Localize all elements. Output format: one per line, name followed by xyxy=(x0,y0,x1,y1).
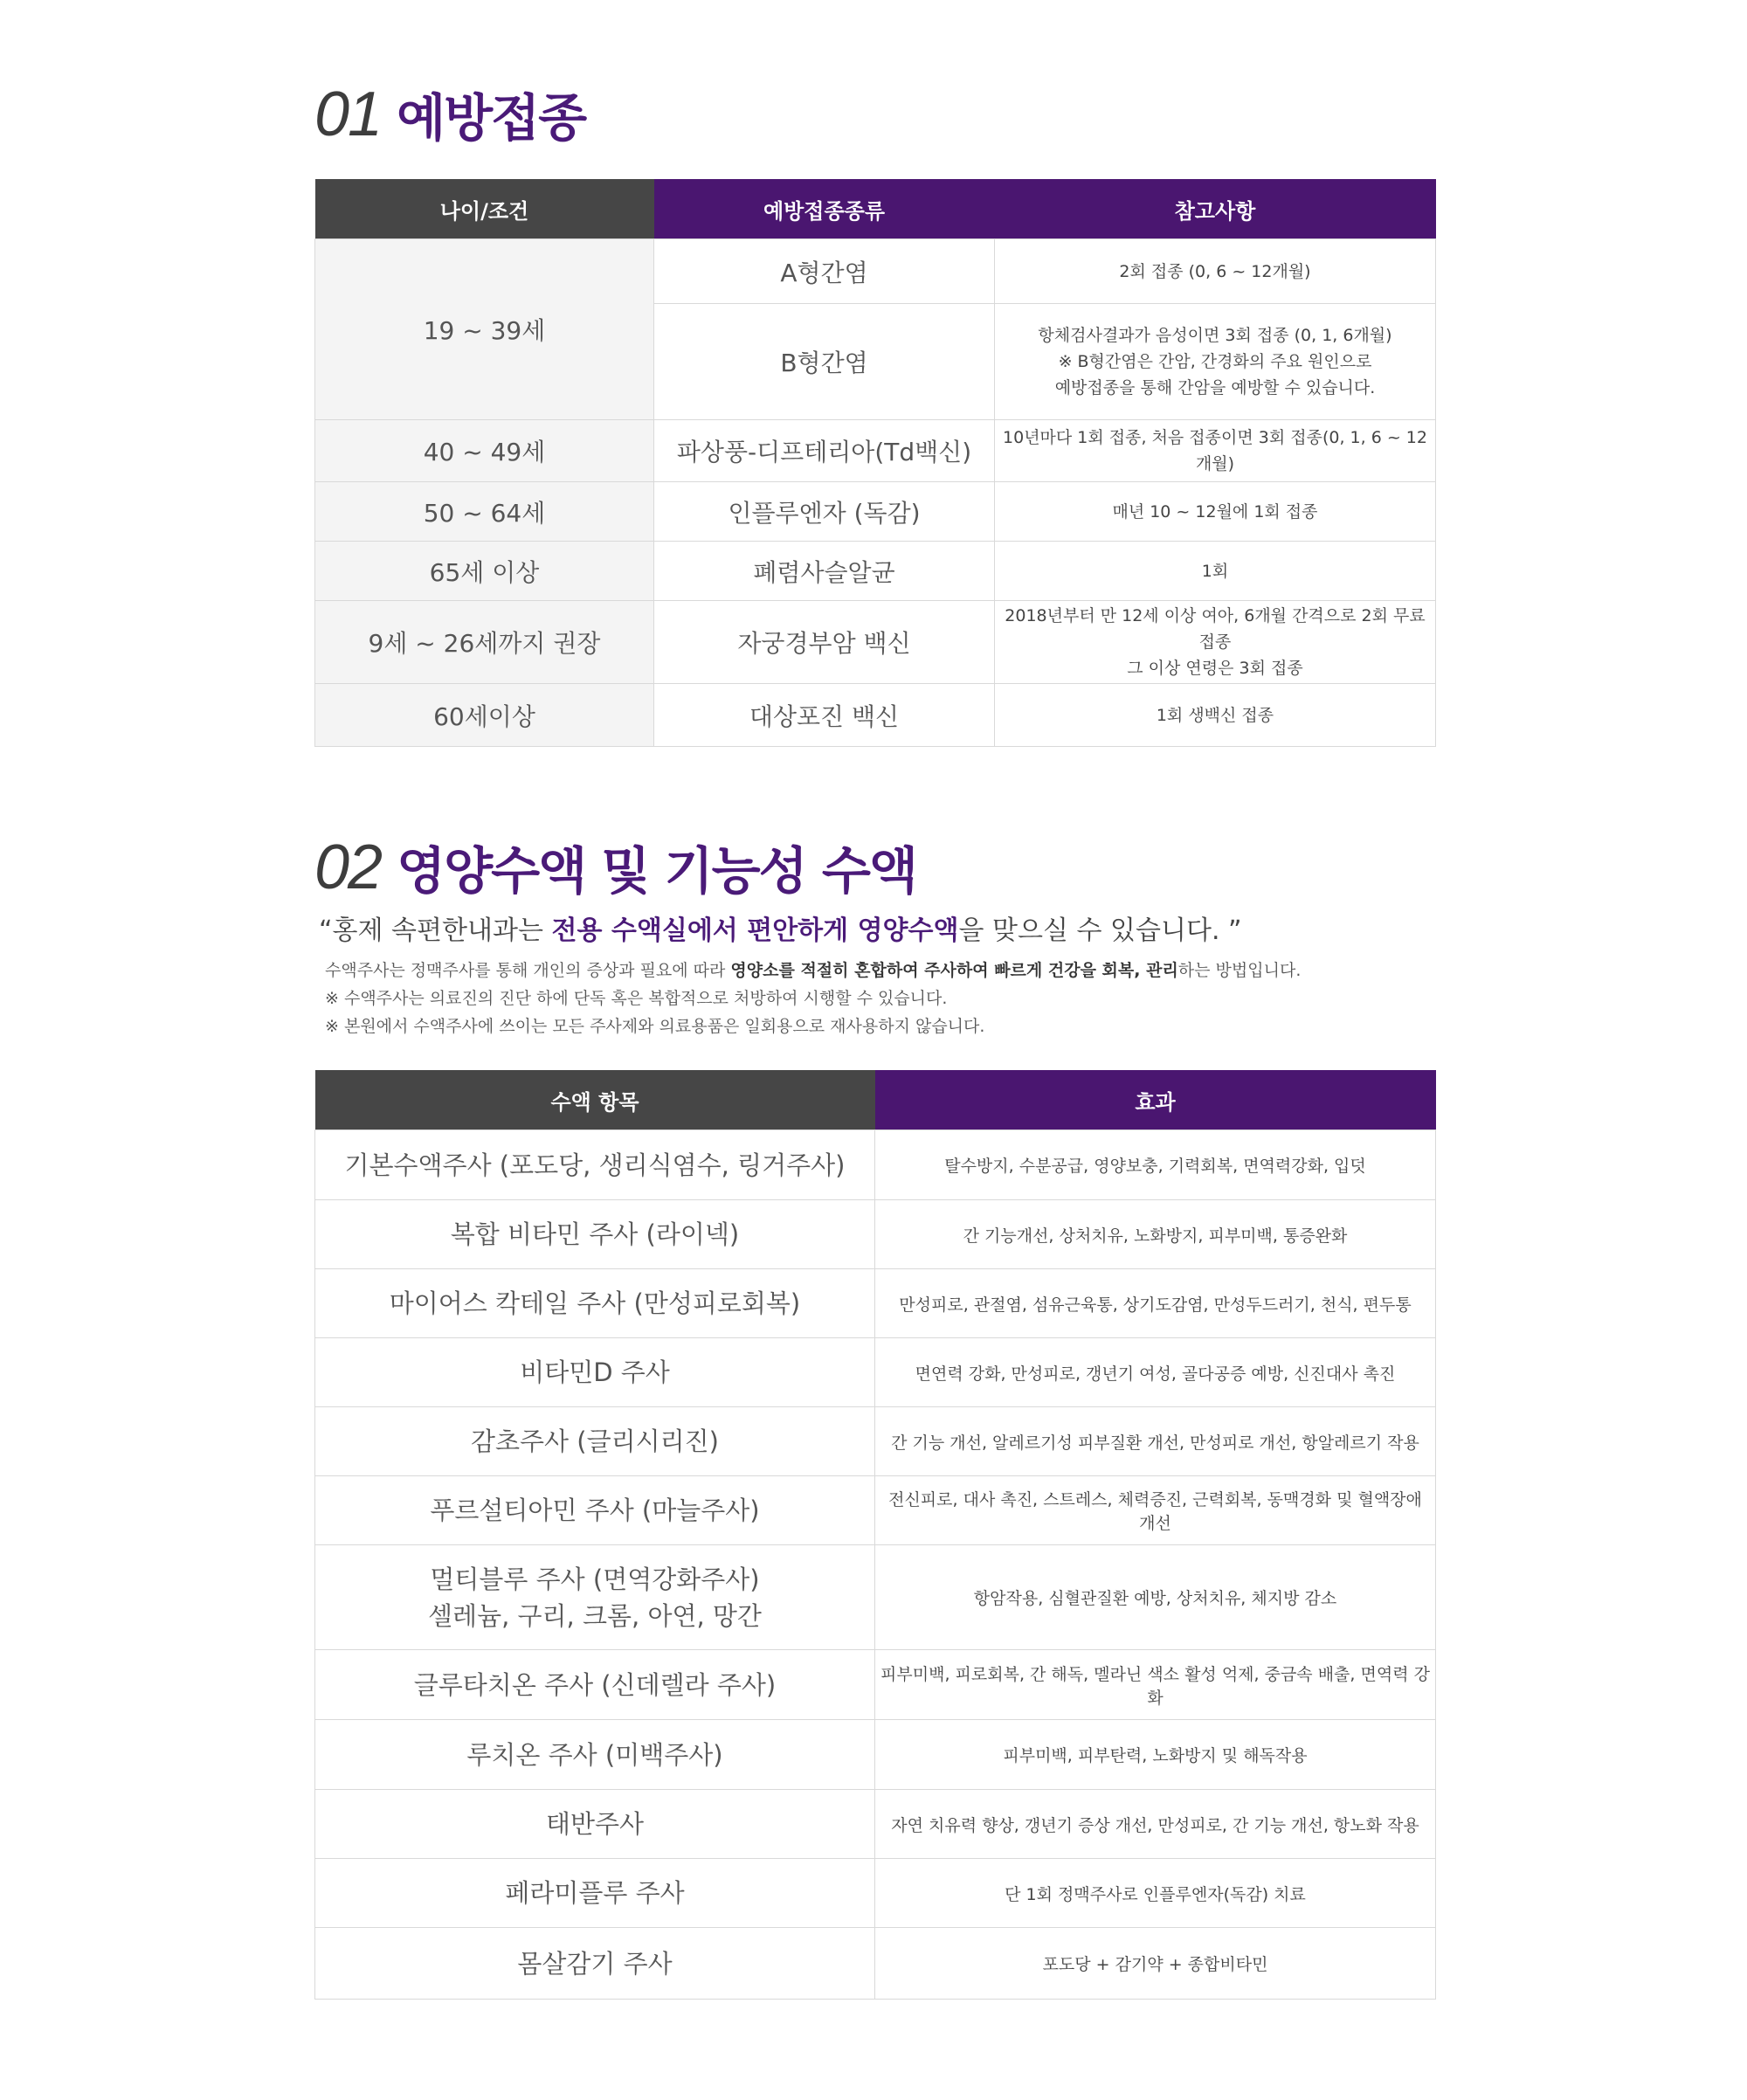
section2-number: 02 xyxy=(314,832,382,902)
note-cell xyxy=(995,482,1436,542)
effect-cell: 면연력 강화, 만성피로, 갱년기 여성, 골다공증 예방, 신진대사 촉진 xyxy=(875,1338,1436,1407)
age-cell: 40 ~ 49세 xyxy=(315,420,654,482)
table-row xyxy=(315,1720,1436,1790)
vaccine-cell: B형간염 xyxy=(654,304,995,420)
note-line: 1회 xyxy=(1201,561,1229,581)
effect-cell: 단 1회 정맥주사로 인플루엔자(독감) 치료 xyxy=(875,1859,1436,1928)
age-cell: 65세 이상 xyxy=(315,542,654,601)
description-line-3: ※ 본원에서 수액주사에 쓰이는 모든 주사제와 의료용품은 일회용으로 재사용하지 않습니다. xyxy=(325,1017,985,1036)
item-line: 셀레늄, 구리, 크롬, 아연, 망간 xyxy=(428,1600,762,1631)
item-cell: 글루타치온 주사 (신데렐라 주사) xyxy=(315,1650,875,1720)
table-row xyxy=(315,1130,1436,1200)
note-line: 그 이상 연령은 3회 접종 xyxy=(1127,659,1303,678)
table-row xyxy=(315,1790,1436,1859)
item-cell: 페라미플루 주사 xyxy=(315,1859,875,1928)
description-line-2: ※ 수액주사는 의료진의 진단 하에 단독 혹은 복합적으로 처방하여 시행할 수 있습니다. xyxy=(325,989,948,1008)
note-cell xyxy=(995,601,1436,684)
section1-title: 예방접종 xyxy=(397,88,586,148)
item-cell: 비타민D 주사 xyxy=(315,1338,875,1407)
desc1-pre: 수액주사는 정맥주사를 통해 개인의 증상과 필요에 따라 xyxy=(325,961,731,980)
note-line: 2018년부터 만 12세 이상 여아, 6개월 간격으로 2회 무료접종 xyxy=(1005,606,1426,652)
header-vaccine-type: 예방접종종류 xyxy=(654,179,995,239)
vaccination-table-header xyxy=(315,179,1436,239)
item-cell xyxy=(315,1545,875,1650)
section2-title: 영양수액 및 기능성 수액 xyxy=(397,841,916,901)
note-line: 1회 생백신 접종 xyxy=(1156,705,1274,725)
item-cell: 몸살감기 주사 xyxy=(315,1928,875,2000)
note-cell xyxy=(995,684,1436,747)
note-line: ※ B형간염은 간암, 간경화의 주요 원인으로 xyxy=(1058,352,1372,371)
table-row xyxy=(315,601,1436,684)
age-cell: 60세이상 xyxy=(315,684,654,747)
effect-cell: 피부미백, 피로회복, 간 해독, 멜라닌 색소 활성 억제, 중금속 배출, 면역력 강화 xyxy=(875,1650,1436,1720)
table-row xyxy=(315,1928,1436,2000)
table-row xyxy=(315,1407,1436,1476)
note-line: 항체검사결과가 음성이면 3회 접종 (0, 1, 6개월) xyxy=(1038,326,1392,345)
quote-close: 을 맞으실 수 있습니다. ” xyxy=(958,915,1242,946)
effect-cell: 피부미백, 피부탄력, 노화방지 및 해독작용 xyxy=(875,1720,1436,1790)
vaccination-table xyxy=(314,179,1436,747)
vaccine-cell: 파상풍-디프테리아(Td백신) xyxy=(654,420,995,482)
table-row xyxy=(315,1476,1436,1545)
intro-quote xyxy=(319,908,1242,947)
effect-cell: 자연 치유력 향상, 갱년기 증상 개선, 만성피로, 간 기능 개선, 항노화 작용 xyxy=(875,1790,1436,1859)
table-row xyxy=(315,684,1436,747)
vaccine-cell: 폐렴사슬알균 xyxy=(654,542,995,601)
iv-therapy-table xyxy=(314,1070,1436,2000)
item-cell: 마이어스 칵테일 주사 (만성피로회복) xyxy=(315,1269,875,1338)
header-effect: 효과 xyxy=(875,1070,1436,1130)
note-line: 2회 접종 (0, 6 ~ 12개월) xyxy=(1119,261,1311,281)
item-cell: 복합 비타민 주사 (라이넥) xyxy=(315,1200,875,1269)
section1-number: 01 xyxy=(314,79,382,149)
note-line: 매년 10 ~ 12월에 1회 접종 xyxy=(1112,501,1318,522)
note-cell xyxy=(995,420,1436,482)
effect-cell: 탈수방지, 수분공급, 영양보충, 기력회복, 면역력강화, 입덧 xyxy=(875,1130,1436,1200)
age-cell: 50 ~ 64세 xyxy=(315,482,654,542)
quote-open: “홍제 속편한내과는 xyxy=(319,915,552,946)
description-block xyxy=(325,957,1301,1040)
vaccine-cell: 인플루엔자 (독감) xyxy=(654,482,995,542)
table-row xyxy=(315,239,1436,304)
desc1-post: 하는 방법입니다. xyxy=(1177,961,1302,980)
item-cell: 푸르설티아민 주사 (마늘주사) xyxy=(315,1476,875,1545)
item-line: 멀티블루 주사 (면역강화주사) xyxy=(430,1564,760,1594)
table-row xyxy=(315,1338,1436,1407)
vaccine-cell: A형간염 xyxy=(654,239,995,304)
table-row xyxy=(315,1200,1436,1269)
table-row xyxy=(315,482,1436,542)
note-cell xyxy=(995,542,1436,601)
note-cell xyxy=(995,239,1436,304)
table-row xyxy=(315,1650,1436,1720)
age-cell: 19 ~ 39세 xyxy=(315,239,654,420)
section1-heading xyxy=(314,77,585,150)
effect-cell: 항암작용, 심혈관질환 예방, 상처치유, 체지방 감소 xyxy=(875,1545,1436,1650)
table-row xyxy=(315,542,1436,601)
note-cell xyxy=(995,304,1436,420)
table-row xyxy=(315,1545,1436,1650)
header-iv-item: 수액 항목 xyxy=(315,1070,875,1130)
section2-heading xyxy=(314,830,916,903)
effect-cell: 전신피로, 대사 촉진, 스트레스, 체력증진, 근력회복, 동맥경화 및 혈액장애 개선 xyxy=(875,1476,1436,1545)
iv-table-header xyxy=(315,1070,1436,1130)
table-row xyxy=(315,1269,1436,1338)
table-row xyxy=(315,1859,1436,1928)
note-line: 예방접종을 통해 간암을 예방할 수 있습니다. xyxy=(1054,378,1376,397)
effect-cell: 만성피로, 관절염, 섬유근육통, 상기도감염, 만성두드러기, 천식, 편두통 xyxy=(875,1269,1436,1338)
table-row xyxy=(315,420,1436,482)
effect-cell: 간 기능개선, 상처치유, 노화방지, 피부미백, 통증완화 xyxy=(875,1200,1436,1269)
vaccine-cell: 자궁경부암 백신 xyxy=(654,601,995,684)
item-cell: 태반주사 xyxy=(315,1790,875,1859)
header-notes: 참고사항 xyxy=(995,179,1436,239)
effect-cell: 간 기능 개선, 알레르기성 피부질환 개선, 만성피로 개선, 항알레르기 작용 xyxy=(875,1407,1436,1476)
item-cell: 기본수액주사 (포도당, 생리식염수, 링거주사) xyxy=(315,1130,875,1200)
item-cell: 감초주사 (글리시리진) xyxy=(315,1407,875,1476)
quote-highlight: 전용 수액실에서 편안하게 영양수액 xyxy=(551,915,959,946)
note-line: 10년마다 1회 접종, 처음 접종이면 3회 접종(0, 1, 6 ~ 12개월) xyxy=(1003,428,1427,473)
age-cell: 9세 ~ 26세까지 권장 xyxy=(315,601,654,684)
header-age: 나이/조건 xyxy=(315,179,654,239)
description-line-1 xyxy=(325,957,1301,984)
desc1-bold: 영양소를 적절히 혼합하여 주사하여 빠르게 건강을 회복, 관리 xyxy=(730,961,1178,980)
vaccine-cell: 대상포진 백신 xyxy=(654,684,995,747)
effect-cell: 포도당 + 감기약 + 종합비타민 xyxy=(875,1928,1436,2000)
item-cell: 루치온 주사 (미백주사) xyxy=(315,1720,875,1790)
